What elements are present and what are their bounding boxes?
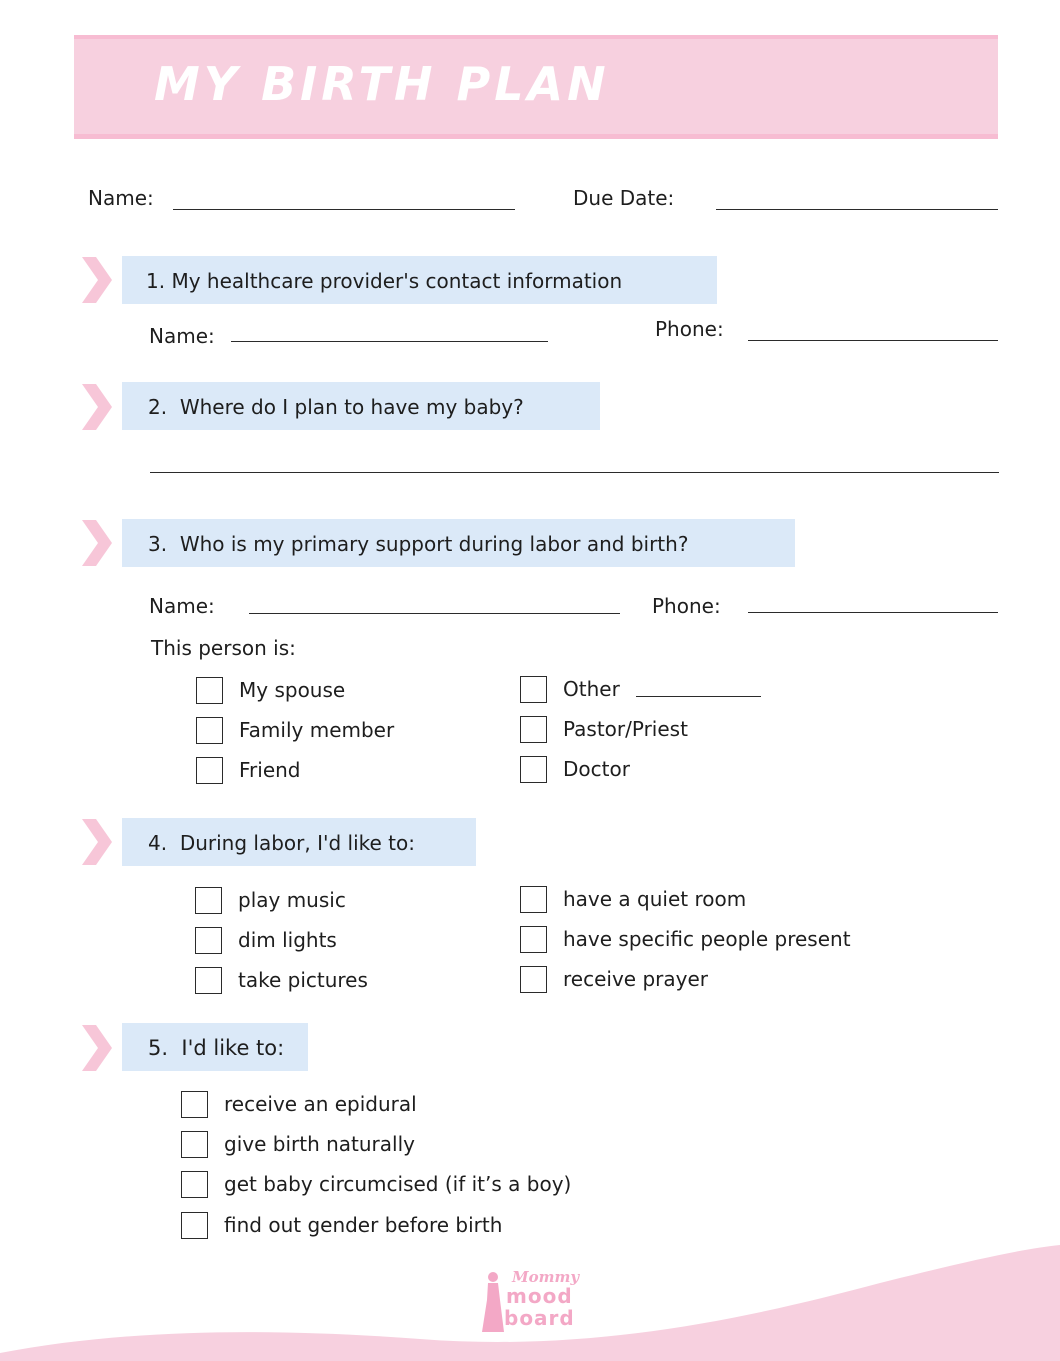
option-label: receive prayer — [563, 967, 708, 991]
option-label: Friend — [239, 758, 301, 782]
support-name-label: Name: — [149, 594, 215, 618]
support-name-field[interactable] — [249, 613, 620, 614]
option-label: have a quiet room — [563, 887, 747, 911]
logo-text-2: mood — [506, 1284, 573, 1308]
support-phone-label: Phone: — [652, 594, 721, 618]
option-label: Doctor — [563, 757, 630, 781]
section-4-header — [122, 818, 476, 866]
option-dim-lights — [195, 926, 337, 954]
option-quiet-room — [520, 885, 746, 913]
option-label: dim lights — [238, 928, 337, 952]
checkbox[interactable] — [181, 1171, 208, 1198]
checkbox[interactable] — [195, 967, 222, 994]
option-natural-birth — [181, 1130, 415, 1158]
option-label: Pastor/Priest — [563, 717, 688, 741]
checkbox[interactable] — [181, 1091, 208, 1118]
brand-logo — [478, 1266, 588, 1336]
section-1-header — [122, 256, 717, 304]
page-title: MY BIRTH PLAN — [154, 57, 610, 111]
checkbox[interactable] — [195, 927, 222, 954]
chevron-icon — [82, 520, 112, 566]
option-label: Family member — [239, 718, 395, 742]
provider-phone-label: Phone: — [655, 317, 724, 341]
chevron-icon — [82, 257, 112, 303]
section-2-title: 2. Where do I plan to have my baby? — [148, 395, 524, 419]
option-label: find out gender before birth — [224, 1213, 503, 1237]
checkbox[interactable] — [520, 966, 547, 993]
due-date-label: Due Date: — [573, 186, 675, 210]
checkbox[interactable] — [196, 677, 223, 704]
checkbox[interactable] — [520, 716, 547, 743]
option-other — [520, 675, 620, 703]
section-1-title: 1. My healthcare provider's contact information — [146, 269, 623, 293]
section-2-header — [122, 382, 600, 430]
title-banner — [74, 35, 998, 139]
mother-silhouette-icon — [480, 1270, 506, 1334]
section-3-title: 3. Who is my primary support during labor and birth? — [148, 532, 689, 556]
section-4-title: 4. During labor, I'd like to: — [148, 831, 415, 855]
checkbox[interactable] — [181, 1131, 208, 1158]
checkbox[interactable] — [520, 676, 547, 703]
option-pastor-priest — [520, 715, 688, 743]
option-label: have specific people present — [563, 927, 851, 951]
option-circumcision — [181, 1170, 571, 1198]
support-prompt: This person is: — [151, 636, 296, 660]
checkbox[interactable] — [195, 887, 222, 914]
option-label: Other — [563, 677, 620, 701]
section-3-header — [122, 519, 795, 567]
option-label: receive an epidural — [224, 1092, 417, 1116]
option-receive-prayer — [520, 965, 708, 993]
support-phone-field[interactable] — [748, 612, 998, 613]
option-label: play music — [238, 888, 346, 912]
provider-name-label: Name: — [149, 324, 215, 348]
logo-text-3: board — [504, 1306, 575, 1330]
option-label: My spouse — [239, 678, 346, 702]
option-family-member — [196, 716, 394, 744]
name-label: Name: — [88, 186, 154, 210]
name-field[interactable] — [173, 209, 515, 210]
provider-phone-field[interactable] — [748, 340, 998, 341]
chevron-icon — [82, 819, 112, 865]
chevron-icon — [82, 384, 112, 430]
option-epidural — [181, 1090, 417, 1118]
checkbox[interactable] — [520, 756, 547, 783]
option-specific-people — [520, 925, 851, 953]
option-doctor — [520, 755, 630, 783]
option-label: take pictures — [238, 968, 368, 992]
option-label: get baby circumcised (if it’s a boy) — [224, 1172, 572, 1196]
option-play-music — [195, 886, 346, 914]
birth-location-field[interactable] — [150, 472, 999, 473]
option-my-spouse — [196, 676, 345, 704]
option-label: give birth naturally — [224, 1132, 415, 1156]
logo-text-1: Mommy — [512, 1268, 580, 1286]
checkbox[interactable] — [520, 886, 547, 913]
checkbox[interactable] — [196, 757, 223, 784]
due-date-field[interactable] — [716, 209, 998, 210]
section-5-header — [122, 1023, 308, 1071]
other-field[interactable] — [636, 696, 761, 697]
option-friend — [196, 756, 301, 784]
checkbox[interactable] — [196, 717, 223, 744]
option-take-pictures — [195, 966, 368, 994]
checkbox[interactable] — [520, 926, 547, 953]
chevron-icon — [82, 1025, 112, 1071]
provider-name-field[interactable] — [231, 341, 548, 342]
section-5-title: 5. I'd like to: — [148, 1036, 285, 1060]
